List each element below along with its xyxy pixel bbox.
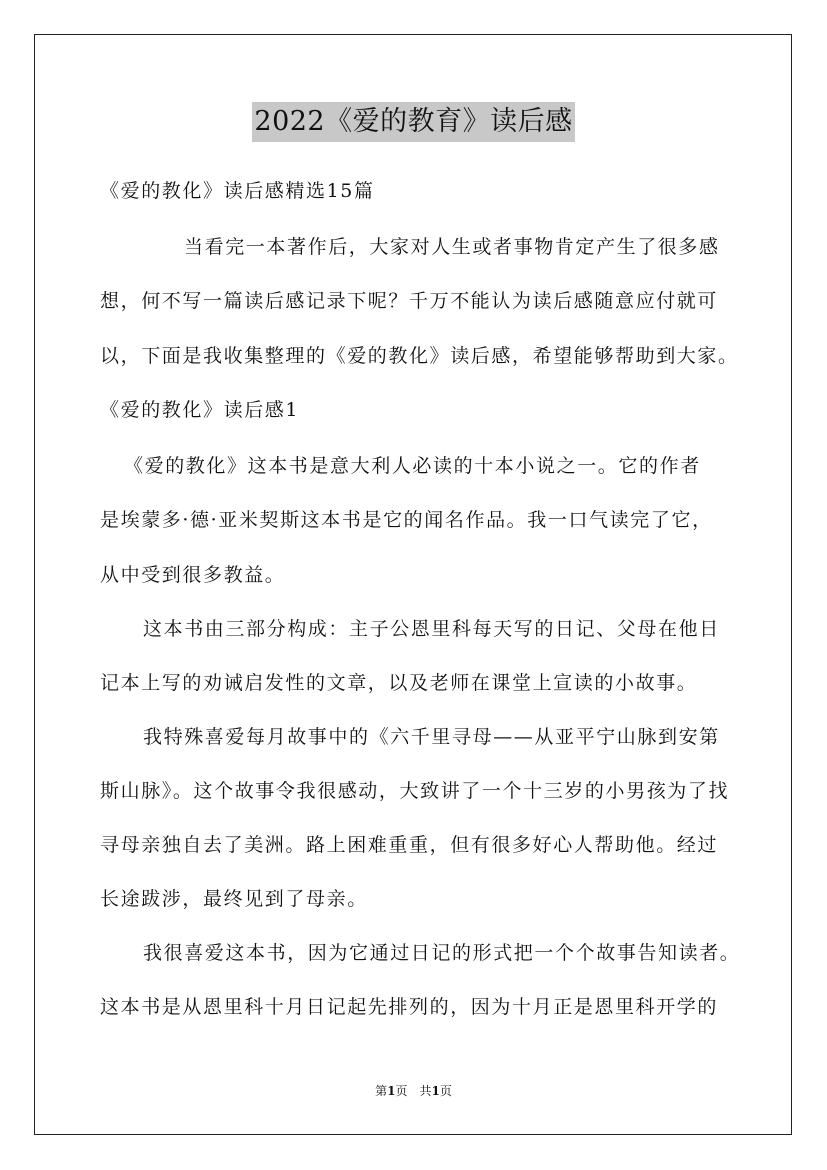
page-current: 1	[387, 1084, 396, 1098]
page-mid: 页 共	[395, 1084, 432, 1098]
page-total: 1	[431, 1084, 440, 1098]
document-subtitle: 《爱的教化》读后感精选15篇	[100, 180, 375, 202]
paragraph-line: 当看完一本著作后，大家对人生或者事物肯定产生了很多感	[184, 236, 720, 258]
document-title: 2022《爱的教育》读后感	[252, 102, 574, 142]
paragraph-line: 记本上写的劝诫启发性的文章，以及老师在课堂上宣读的小故事。	[100, 672, 698, 694]
paragraph-line: 这本书是从恩里科十月日记起先排列的，因为十月正是恩里科开学的	[100, 996, 719, 1018]
page-prefix: 第	[375, 1084, 388, 1098]
document-title-wrap	[0, 102, 827, 142]
paragraph-line: 寻母亲独自去了美洲。路上困难重重，但有很多好心人帮助他。经过	[100, 834, 719, 856]
paragraph-line: 是埃蒙多·德·亚米契斯这本书是它的闻名作品。我一口气读完了它，	[100, 509, 713, 531]
paragraph-line: 想，何不写一篇读后感记录下呢？千万不能认为读后感随意应付就可	[100, 290, 719, 312]
paragraph-line: 我很喜爱这本书，因为它通过日记的形式把一个个故事告知读者。	[143, 942, 741, 964]
paragraph-line: 从中受到很多教益。	[100, 564, 286, 586]
paragraph-line: 以，下面是我收集整理的《爱的教化》读后感，希望能够帮助到大家。	[100, 345, 739, 367]
section-heading: 《爱的教化》读后感1	[100, 399, 300, 421]
paragraph-line: 长途跋涉，最终见到了母亲。	[100, 888, 368, 910]
paragraph-line: 我特殊喜爱每月故事中的《六千里寻母——从亚平宁山脉到安第	[143, 726, 720, 748]
paragraph-line: 斯山脉》。这个故事令我很感动，大致讲了一个十三岁的小男孩为了找	[100, 780, 730, 802]
paragraph-line: 《爱的教化》这本书是意大利人必读的十本小说之一。它的作者	[124, 455, 701, 477]
page-footer	[0, 1083, 827, 1099]
paragraph-line: 这本书由三部分构成：主子公恩里科每天写的日记、父母在他日	[143, 618, 720, 640]
page-suffix: 页	[439, 1084, 452, 1098]
